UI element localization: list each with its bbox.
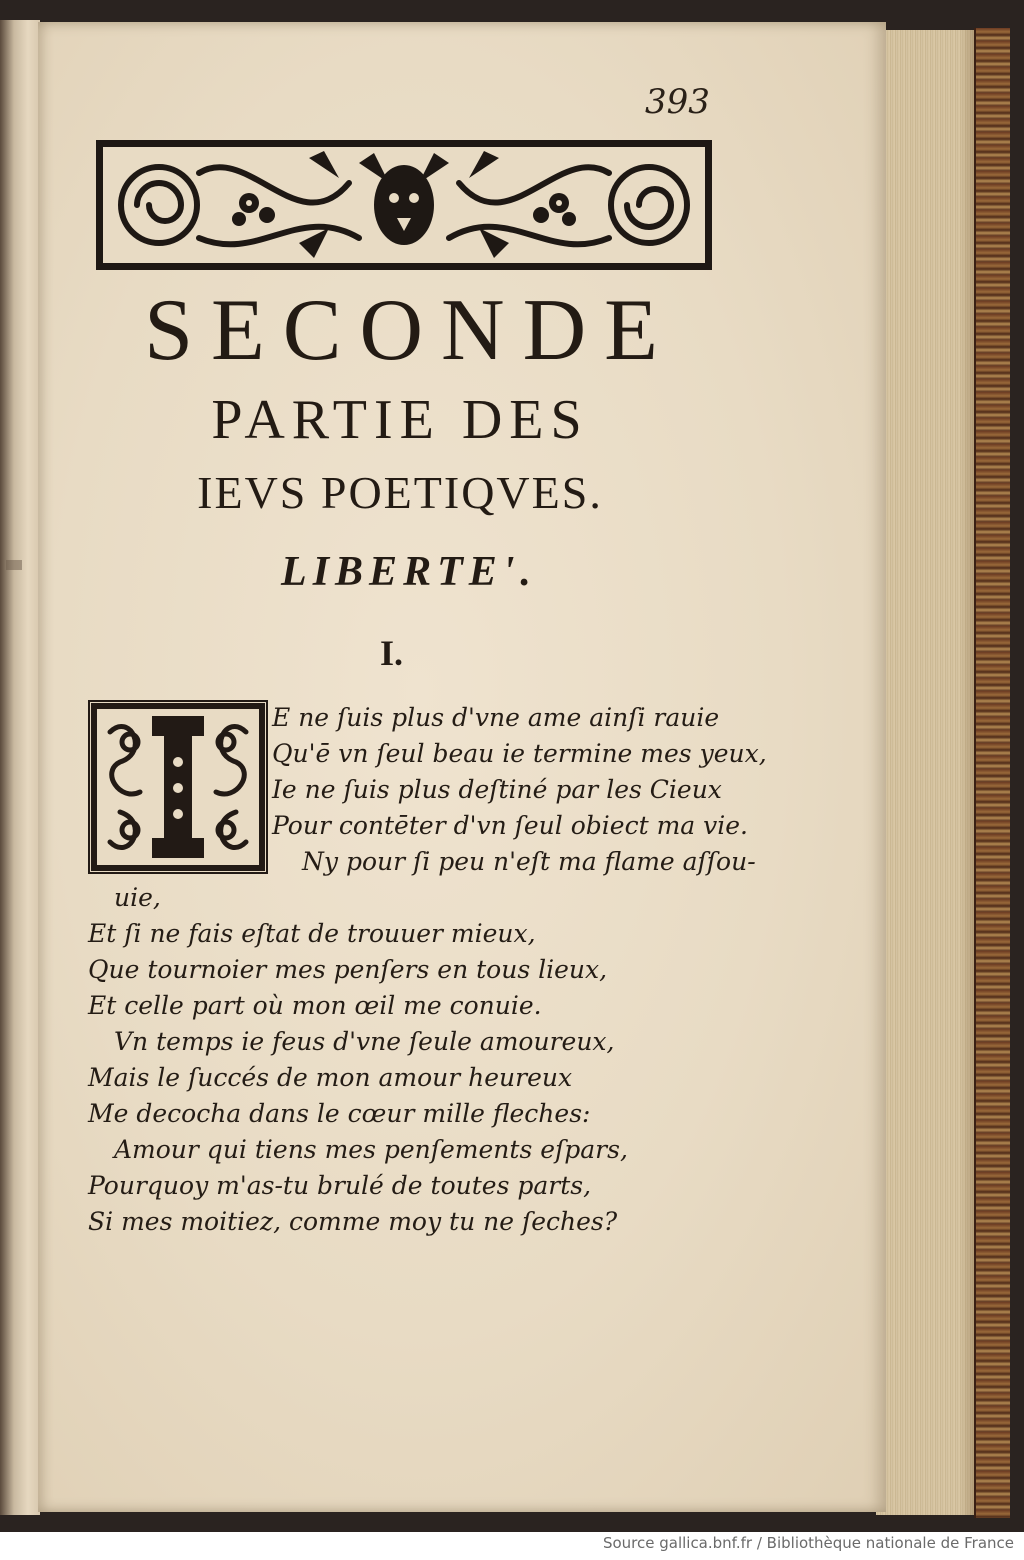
verse-line: Mais le ſuccés de mon amour heureux — [88, 1063, 573, 1092]
previous-page-edge — [0, 20, 40, 1515]
verse-line: Et ſi ne fais eſtat de trouuer mieux, — [88, 919, 536, 948]
ornamental-headpiece — [96, 140, 712, 270]
poem-lines-below-drop-cap — [88, 880, 628, 1240]
title-line-2: PARTIE DES — [211, 389, 589, 451]
marbled-cover-edge — [974, 28, 1010, 1518]
verse-line: Pour contēter d'vn ſeul obiect ma vie. — [272, 811, 748, 840]
verse-line: Ie ne ſuis plus deſtiné par les Cieux — [272, 775, 722, 804]
page-fore-edge — [876, 30, 978, 1515]
section-title: LIBERTE'. — [281, 549, 537, 595]
verse-line: Qu'ē vn ſeul beau ie termine mes yeux, — [272, 739, 767, 768]
title-line-1: SECONDE — [144, 282, 676, 379]
decorated-drop-cap — [88, 700, 268, 874]
poem-lines-beside-drop-cap — [272, 700, 767, 880]
section-number: I. — [380, 633, 404, 673]
source-credit: Source gallica.bnf.fr / Bibliothèque nationale de France — [602, 1534, 1014, 1552]
verse-line: uie, — [114, 883, 161, 912]
verse-line: Pourquoy m'as-tu brulé de toutes parts, — [88, 1171, 592, 1200]
verse-line: Amour qui tiens mes penſements eſpars, — [114, 1135, 628, 1164]
verse-line: Que tournoier mes penſers en tous lieux, — [88, 955, 608, 984]
verse-line: Et celle part où mon œil me conuie. — [88, 991, 542, 1020]
page-number: 393 — [645, 82, 710, 122]
verse-line: Ny pour ſi peu n'eſt ma flame aſſou- — [302, 847, 756, 876]
title-line-3: IEVS POETIQVES. — [197, 467, 603, 518]
verse-line: Vn temps ie feus d'vne ſeule amoureux, — [114, 1027, 615, 1056]
verse-line: Me decocha dans le cœur mille fleches: — [88, 1099, 591, 1128]
verse-line: E ne ſuis plus d'vne ame ainſi rauie — [272, 703, 720, 732]
verse-line: Si mes moitiez, comme moy tu ne ſeches? — [88, 1207, 618, 1236]
